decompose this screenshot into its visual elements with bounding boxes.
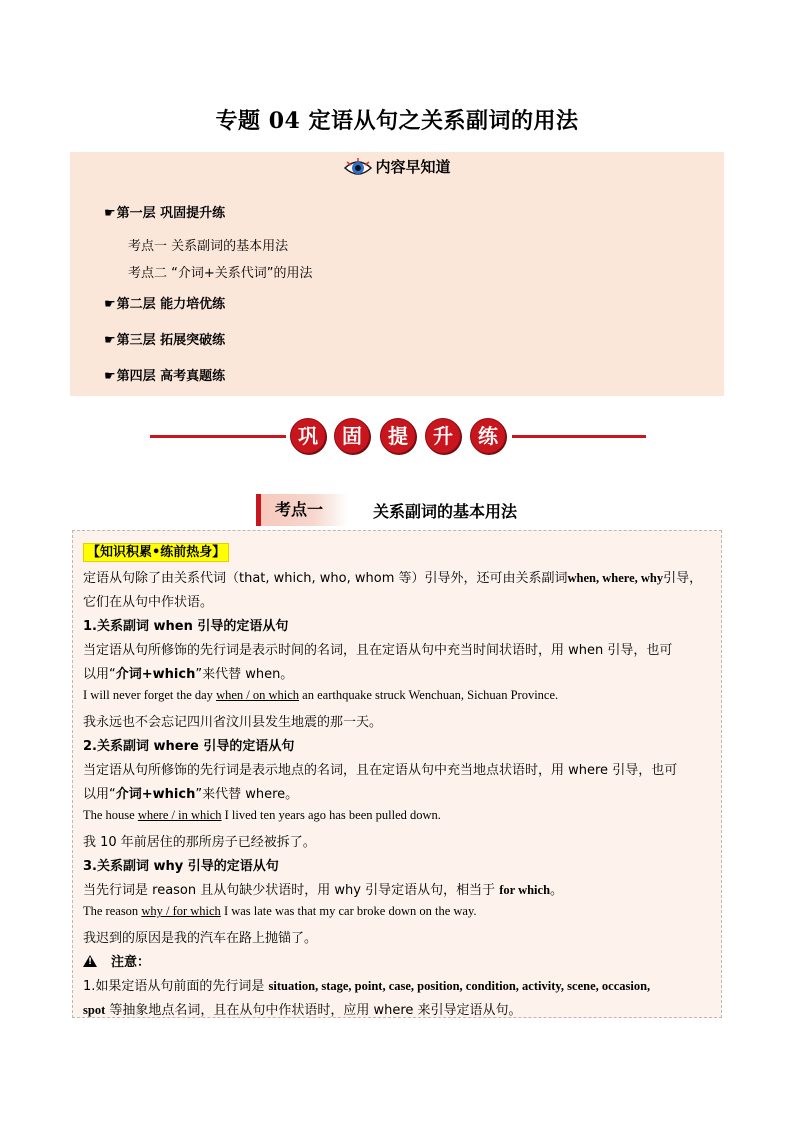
example-why: The reason why / for which I was late was that my car broke down on the way. bbox=[83, 904, 477, 918]
eye-icon bbox=[343, 158, 373, 178]
page-title: 专题 04 定语从句之关系副词的用法 bbox=[215, 108, 579, 134]
example-where: The house where / in which I lived ten years ago has been pulled down. bbox=[83, 808, 441, 822]
translation-why: 我迟到的原因是我的汽车在路上抛锚了。 bbox=[83, 931, 318, 946]
note-line-2: spot 等抽象地点名词，且在从句中作状语时，应用 where 来引导定语从句。 bbox=[83, 1003, 522, 1018]
toc-level-1[interactable]: ☛第一层 巩固提升练 bbox=[104, 206, 226, 221]
heading-why: 3.关系副词 why 引导的定语从句 bbox=[83, 859, 279, 874]
banner-line-left bbox=[150, 435, 286, 438]
section-badge: 考点一 bbox=[256, 494, 348, 526]
intro-line-2: 它们在从句中作状语。 bbox=[83, 595, 214, 610]
toc-level-2[interactable]: ☛第二层 能力培优练 bbox=[104, 297, 226, 312]
para-when-2: 以用“介词+which”来代替 when。 bbox=[83, 667, 294, 682]
toc-level-4[interactable]: ☛第四层 高考真题练 bbox=[104, 369, 226, 384]
note-line-1: 1.如果定语从句前面的先行词是 situation, stage, point, case, position, condition, activity, scene, occasion, bbox=[83, 979, 651, 994]
note-heading: !注意： bbox=[83, 951, 150, 970]
section-title: 关系副词的基本用法 bbox=[373, 502, 518, 521]
banner-char: 升 bbox=[425, 418, 461, 454]
translation-where: 我 10 年前居住的那所房子已经被拆了。 bbox=[83, 835, 316, 850]
pointing-hand-icon: ☛ bbox=[104, 206, 116, 221]
knowledge-tag: 【知识积累•练前热身】 bbox=[83, 541, 229, 560]
warning-icon bbox=[83, 955, 97, 967]
section-banner bbox=[150, 418, 646, 454]
pointing-hand-icon: ☛ bbox=[104, 369, 116, 384]
banner-line-right bbox=[512, 435, 646, 438]
toc-heading bbox=[70, 156, 724, 178]
banner-char: 巩 bbox=[290, 418, 326, 454]
pointing-hand-icon: ☛ bbox=[104, 333, 116, 348]
banner-char: 提 bbox=[380, 418, 416, 454]
toc-level-3[interactable]: ☛第三层 拓展突破练 bbox=[104, 333, 226, 348]
toc-sub-2[interactable]: 考点二 “介词+关系代词”的用法 bbox=[128, 266, 313, 281]
intro-line-1: 定语从句除了由关系代词（that, which, who, whom 等）引导外，还可由关系副词when, where, why引导， bbox=[83, 571, 703, 586]
translation-when: 我永远也不会忘记四川省汶川县发生地震的那一天。 bbox=[83, 715, 383, 730]
toc-box bbox=[70, 152, 724, 396]
example-when: I will never forget the day when / on which an earthquake struck Wenchuan, Sichuan Province. bbox=[83, 688, 559, 702]
toc-heading-text: 内容早知道 bbox=[375, 158, 451, 176]
para-where-2: 以用“介词+which”来代替 where。 bbox=[83, 787, 299, 802]
para-why: 当先行词是 reason 且从句缺少状语时，用 why 引导定语从句，相当于 for which。 bbox=[83, 883, 564, 898]
banner-char: 练 bbox=[470, 418, 506, 454]
heading-where: 2.关系副词 where 引导的定语从句 bbox=[83, 739, 295, 754]
content-box bbox=[72, 530, 722, 1018]
para-where-1: 当定语从句所修饰的先行词是表示地点的名词，且在定语从句中充当地点状语时，用 where 引导，也可 bbox=[83, 763, 678, 778]
heading-when: 1.关系副词 when 引导的定语从句 bbox=[83, 619, 289, 634]
banner-char: 固 bbox=[334, 418, 370, 454]
para-when-1: 当定语从句所修饰的先行词是表示时间的名词，且在定语从句中充当时间状语时，用 when 引导，也可 bbox=[83, 643, 673, 658]
toc-sub-1[interactable]: 考点一 关系副词的基本用法 bbox=[128, 239, 289, 254]
pointing-hand-icon: ☛ bbox=[104, 297, 116, 312]
